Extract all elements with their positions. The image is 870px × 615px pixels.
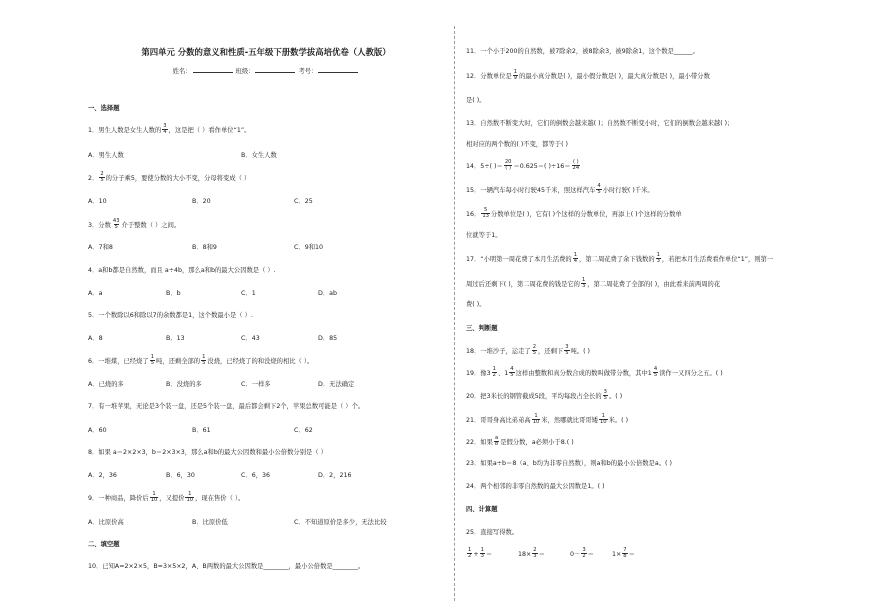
q3-option-a[interactable]: A．7和8: [88, 244, 113, 251]
q5-option-c[interactable]: C．43: [241, 335, 260, 342]
left-column: [88, 0, 444, 615]
question-25: 25．直接写得数。: [466, 529, 519, 536]
fraction: $\frac{1}{2}$: [492, 366, 496, 379]
calc-pre: 0－: [570, 550, 581, 558]
q16-text-a: 16．: [466, 210, 481, 218]
name-field[interactable]: [193, 66, 233, 73]
fraction: $\frac{1}{5}$: [202, 354, 206, 367]
column-divider: [454, 26, 455, 601]
fraction: $\frac{1}{10}$: [186, 491, 194, 504]
exam-no-label: 考号：: [298, 68, 318, 75]
fraction: $\frac{2}{5}$: [100, 171, 104, 184]
section-fill: 二、填空题: [88, 541, 120, 548]
q3-option-c[interactable]: C．9和10: [294, 244, 324, 251]
q6-text-a: 6．一堆煤，已经烧了: [88, 357, 149, 365]
q3-text-a: 3．分数: [88, 221, 111, 229]
q9-text-c: ，现在售价（ ）。: [195, 494, 245, 502]
q19-text-e: 读作一又四分之五。( ): [659, 369, 723, 377]
fraction: $\frac{4}{5}$: [597, 183, 601, 196]
q17-text-c: ，若把本月生活费看作单位“1”，则第一: [661, 255, 774, 263]
q12-text-b: 的最小真分数是( )，最小假分数是( )，最大真分数是( )，最小带分数: [519, 72, 710, 80]
fraction: ( ) 24: [572, 159, 580, 172]
q7-option-a[interactable]: A．60: [88, 427, 107, 434]
q19-text-c: 这样由整数和真分数合成的数叫做带分数，其中: [515, 369, 648, 377]
q9-option-b[interactable]: B．比原价低: [192, 519, 228, 526]
question-16: [466, 208, 682, 220]
question-17-cont2: 费( )。: [466, 301, 486, 308]
q1-text-b: ，这是把（ ）看作单位“1”。: [168, 126, 251, 134]
question-19: [466, 367, 723, 379]
class-field[interactable]: [255, 66, 295, 73]
fraction: $\frac{1}{10}$: [532, 413, 540, 426]
question-1: [88, 124, 250, 136]
q7-option-c[interactable]: C．62: [294, 427, 313, 434]
calc-expression-4: [612, 548, 635, 560]
q6-text-b: 吨，还剩全部的: [156, 357, 201, 365]
q14-text-b: ＝0.625＝( )÷16＝: [513, 162, 571, 170]
q12-text-a: 12．分数单位是: [466, 72, 512, 80]
fraction: $\frac{1}{2}$: [468, 547, 472, 560]
q8-option-d[interactable]: D．2，216: [318, 472, 352, 479]
q19-text-b: 、: [497, 369, 505, 377]
q2-option-c[interactable]: C．25: [294, 198, 313, 205]
question-10: 10．已知A=2×2×5，B=3×5×2，A、B两数的最大公因数是________，最小公倍数是________。: [88, 563, 365, 570]
question-13-cont: 相对应的两个数的( )不变，都等于( ): [466, 141, 568, 148]
question-12-cont: 是( )。: [466, 97, 486, 104]
q2-option-a[interactable]: A．10: [88, 198, 107, 205]
section-calc: 四、计算题: [466, 506, 498, 513]
q9-option-c[interactable]: C．不知道原价是多少，无法比较: [294, 519, 387, 526]
q1-option-a[interactable]: A．男生人数: [88, 152, 124, 159]
question-2: [88, 172, 250, 184]
q9-option-a[interactable]: A．比原价高: [88, 519, 124, 526]
q5-option-d[interactable]: D．85: [318, 335, 338, 342]
q6-option-c[interactable]: C．一样多: [241, 381, 271, 388]
q22-text-a: 22．如果: [466, 438, 493, 446]
calc-expression-1: [466, 548, 492, 560]
question-24: 24．两个相邻的非零自然数的最大公因数是1。( ): [466, 483, 605, 490]
q6-option-d[interactable]: D．无法确定: [318, 381, 355, 388]
fraction: $\frac{4}{5}$: [653, 366, 658, 379]
q21-text-c: 米。( ): [608, 416, 629, 424]
class-label: 班级：: [235, 68, 255, 75]
name-label: 姓名：: [172, 68, 192, 75]
fraction: $\frac{7}{8}$: [623, 547, 627, 560]
q1-option-b[interactable]: B．女生人数: [241, 152, 277, 159]
fraction: $\frac{1}{9}$: [513, 69, 518, 82]
student-info-line: [88, 66, 444, 76]
fraction: $\frac{2}{5}$: [532, 344, 536, 357]
q20-text-b: 。( ): [608, 392, 623, 400]
fraction: $\frac{3}{5}$: [603, 389, 607, 402]
q15-text-a: 15．一辆汽车每小时行驶45千米，照这样汽车: [466, 186, 596, 194]
calc-pre: 18×: [518, 550, 532, 558]
fraction: $\frac{a}{8}$: [494, 435, 499, 448]
fraction: $\frac{43}{5}$: [112, 218, 120, 231]
question-22: [466, 436, 574, 448]
question-17: [466, 253, 773, 265]
q9-text-a: 9．一种商品，降价后: [88, 494, 149, 502]
q20-text-a: 20．把3米长的钢管截成5段，平均每段占全长的: [466, 392, 602, 400]
q18-text-c: 吨。( ): [570, 347, 591, 355]
fraction: $\frac{3}{2}$: [582, 547, 586, 560]
calc-op: +: [473, 550, 479, 558]
question-17-cont1: [466, 278, 720, 290]
question-8: 8．如果 a＝2×2×3，b＝2×3×3，那么a和b的最大公因数和最小公倍数分别是（ ）: [88, 449, 327, 456]
q4-option-b[interactable]: B．b: [166, 290, 181, 297]
q19-whole-3: 1: [647, 369, 652, 377]
calc-expression-3: [570, 548, 594, 560]
question-5: 5．一个数除以6和除以7的余数都是1，这个数最小是（ ）.: [88, 312, 253, 319]
q15-text-b: 小时行驶( )千米。: [602, 186, 654, 194]
question-16-cont: 位就等于1。: [466, 232, 502, 239]
calc-eq: ＝: [485, 550, 493, 558]
q9-text-b: ，又提价: [159, 494, 185, 502]
q21-text-b: 米，然哪就比哥哥矮: [541, 416, 598, 424]
q6-option-a[interactable]: A．已烧的多: [88, 381, 124, 388]
q14-text-a: 14．5÷( )＝: [466, 162, 503, 170]
q17-text-b: ，第二周花费了余下钱数的: [579, 255, 655, 263]
question-14: [466, 160, 581, 172]
q4-option-d[interactable]: D．ab: [318, 290, 338, 297]
fraction: $\frac{5}{13}$: [482, 207, 489, 220]
q8-option-b[interactable]: B．6，30: [166, 472, 195, 479]
fraction: $\frac{1}{5}$: [150, 354, 154, 367]
q3-text-b: 介于整数（ ）之间。: [121, 221, 181, 229]
question-23: 23．如果a÷b＝8（a、b均为非零自然数），则a和b的最小公倍数是a。( ): [466, 460, 672, 467]
q18-text-a: 18．一堆沙子，运走了: [466, 347, 531, 355]
calc-eq: ＝: [538, 550, 545, 558]
q5-option-a[interactable]: A．8: [88, 335, 103, 342]
q8-option-c[interactable]: C．6，36: [241, 472, 271, 479]
calc-pre: 1×: [612, 550, 622, 558]
question-6: [88, 355, 313, 367]
fraction: 20 ( ): [504, 159, 512, 172]
q5-option-b[interactable]: B．13: [166, 335, 185, 342]
fraction: $\frac{3}{5}$: [565, 344, 569, 357]
page-title: 第四单元 分数的意义和性质-五年级下册数学拔高培优卷（人教版）: [141, 47, 391, 57]
question-3: [88, 219, 180, 231]
section-choice: 一、选择题: [88, 105, 120, 112]
question-15: [466, 184, 654, 196]
fraction: $\frac{1}{10}$: [150, 491, 158, 504]
fraction: $\frac{1}{3}$: [480, 547, 484, 560]
question-4: 4．a和b都是自然数，而且 a÷4b，那么a和b的最大公因数是（ ）.: [88, 267, 276, 274]
fraction: $\frac{1}{3}$: [581, 277, 586, 290]
question-12: [466, 70, 710, 82]
question-7: 7．有一堆苹果，无论是3个装一盘，还是5个装一盘，最后都会剩下2个，苹果总数可能是（ ）个。: [88, 403, 365, 410]
q17-text-e: 周过后还剩下( )，第二周花费的钱是它的: [466, 280, 580, 288]
q19-whole-1: 3: [486, 369, 491, 377]
q2-text-b: 的分子乘5，要使分数的大小不变，分母将变成（ ）: [105, 174, 251, 182]
q6-text-c: 没烧，已经烧了的和没烧的相比（ ）。: [207, 357, 314, 365]
q22-text-b: 是假分数，a必须小于8.( ): [500, 438, 574, 446]
q3-option-b[interactable]: B．8和9: [192, 244, 217, 251]
calc-expression-2: [518, 548, 545, 560]
question-21: [466, 414, 628, 426]
fraction: $\frac{1}{4}$: [573, 252, 578, 265]
right-column: [466, 0, 856, 615]
q4-option-a[interactable]: A．a: [88, 290, 103, 297]
q8-option-a[interactable]: A．2，36: [88, 472, 117, 479]
fraction: $\frac{1}{3}$: [656, 252, 660, 265]
q1-text-a: 1．男生人数是女生人数的: [88, 126, 162, 134]
question-18: [466, 345, 590, 357]
fraction: $\frac{1}{10}$: [599, 413, 607, 426]
q21-text-a: 21．哥哥身高比弟弟高: [466, 416, 531, 424]
q2-option-b[interactable]: B．20: [192, 198, 211, 205]
exam-no-field[interactable]: [318, 66, 358, 73]
q17-text-a: 17．“小明第一周花费了本月生活费的: [466, 255, 572, 263]
question-13: 13．自然数不断变大时，它们的倒数会越来越( )；自然数不断变小时，它们的倒数会越来越( )；: [466, 120, 734, 127]
calc-eq: ＝: [587, 550, 594, 558]
q2-text-a: 2．: [88, 174, 99, 182]
q4-option-c[interactable]: C．1: [241, 290, 256, 297]
q17-text-f: ，第二周花费了全部的( )，由此看来前两周的花: [587, 280, 721, 288]
q18-text-b: ，还剩下: [538, 347, 564, 355]
q19-whole-2: 1: [504, 369, 509, 377]
question-20: [466, 390, 622, 402]
q7-option-b[interactable]: B．61: [192, 427, 211, 434]
calc-eq: ＝: [628, 550, 635, 558]
section-judge: 三、判断题: [466, 325, 498, 332]
q6-option-b[interactable]: B．没烧的多: [166, 381, 202, 388]
question-11: 11．一个小于200的自然数，被7除余2，被8除余3，被9除余1，这个数是______。: [466, 48, 699, 55]
q16-text-b: 分数单位是( )，它有( )个这样的分数单位，再添上( )个这样的分数单: [490, 210, 682, 218]
fraction: $\frac{3}{4}$: [163, 123, 167, 136]
q19-text-a: 19．像: [466, 369, 487, 377]
fraction: $\frac{4}{5}$: [510, 366, 514, 379]
fraction: $\frac{2}{3}$: [533, 547, 537, 560]
question-9: [88, 492, 244, 504]
